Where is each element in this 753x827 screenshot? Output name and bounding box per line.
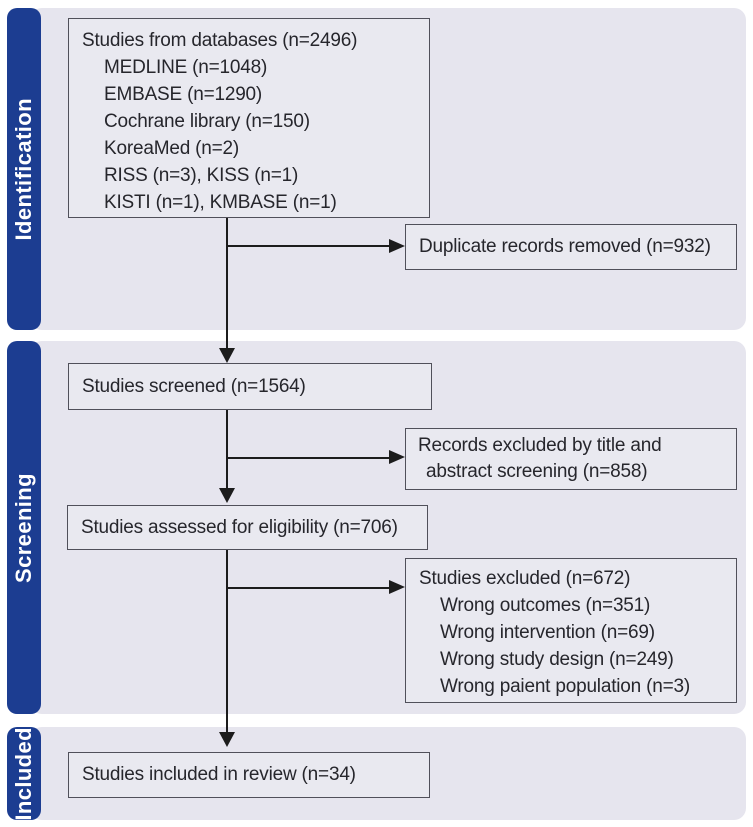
screening-stage-tab <box>7 341 41 714</box>
arrow-line-databases-to-screened <box>226 218 228 350</box>
records-excluded-title-abstract-box <box>405 428 737 490</box>
duplicate-records-removed-box <box>405 224 737 270</box>
duplicates-label: Duplicate records removed (n=932) <box>419 236 711 257</box>
eligibility-label: Studies assessed for eligibility (n=706) <box>81 516 398 538</box>
arrow-line-to-duplicates <box>227 245 389 247</box>
arrowhead-into-included <box>219 732 235 747</box>
excluded-title: Studies excluded (n=672) <box>419 568 631 589</box>
studies-assessed-eligibility-box <box>67 505 428 550</box>
database-item: Cochrane library (n=150) <box>104 111 310 132</box>
included-stage-label: Included <box>11 726 36 821</box>
included-label: Studies included in review (n=34) <box>82 764 356 785</box>
studies-included-box <box>68 752 430 798</box>
title-abstract-excluded-line2: abstract screening (n=858) <box>426 461 648 482</box>
studies-screened-box <box>68 363 432 410</box>
arrowhead-into-screened <box>219 348 235 363</box>
arrowhead-into-studies-excluded <box>389 580 405 594</box>
excluded-reason: Wrong outcomes (n=351) <box>440 595 651 616</box>
arrowhead-into-eligibility <box>219 488 235 503</box>
database-item: EMBASE (n=1290) <box>104 84 263 105</box>
studies-from-databases-box <box>68 18 430 218</box>
identification-stage-label: Identification <box>11 97 36 241</box>
arrowhead-into-title-abstract-excluded <box>389 450 405 464</box>
excluded-reason: Wrong paient population (n=3) <box>440 676 690 697</box>
identification-stage-tab <box>7 8 41 330</box>
screened-label: Studies screened (n=1564) <box>82 375 306 397</box>
database-item: RISS (n=3), KISS (n=1) <box>104 165 299 186</box>
arrowhead-into-duplicates <box>389 239 405 253</box>
included-stage-tab <box>7 727 41 820</box>
arrow-line-to-title-abstract-excluded <box>227 457 389 459</box>
arrow-line-to-studies-excluded <box>227 587 389 589</box>
studies-excluded-box <box>405 558 737 703</box>
arrow-line-screened-to-eligibility <box>226 410 228 489</box>
title-abstract-excluded-line1: Records excluded by title and <box>418 435 662 456</box>
database-item: MEDLINE (n=1048) <box>104 57 268 78</box>
excluded-reason: Wrong intervention (n=69) <box>440 622 655 643</box>
database-item: KISTI (n=1), KMBASE (n=1) <box>104 192 337 213</box>
excluded-reason: Wrong study design (n=249) <box>440 649 674 670</box>
databases-title: Studies from databases (n=2496) <box>82 30 358 51</box>
arrow-line-eligibility-to-included <box>226 550 228 733</box>
screening-stage-label: Screening <box>11 472 36 583</box>
database-item: KoreaMed (n=2) <box>104 138 240 159</box>
